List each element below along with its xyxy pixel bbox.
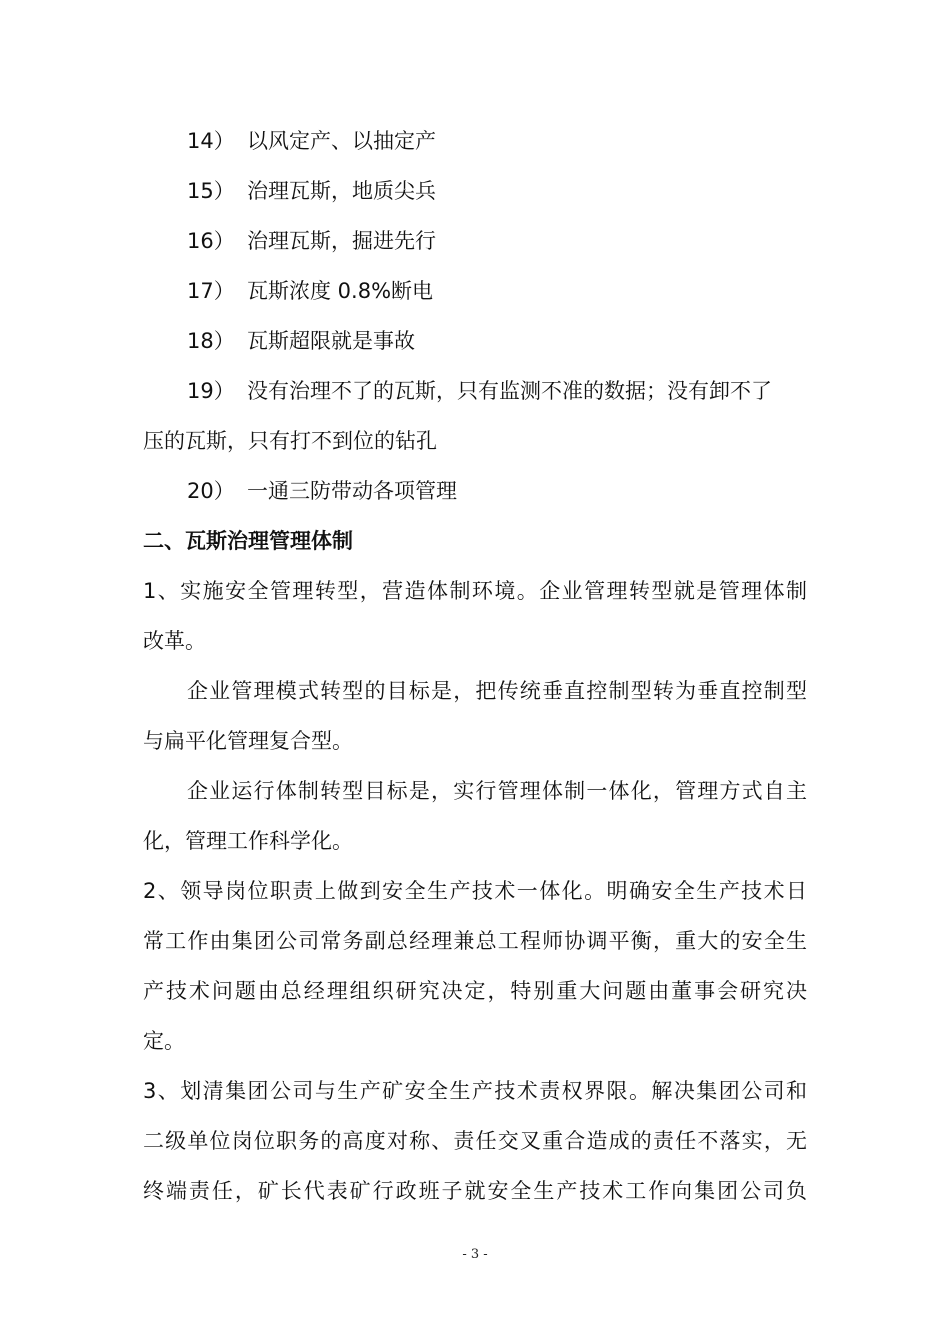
paragraph-line: 企业运行体制转型目标是，实行管理体制一体化，管理方式自主 — [187, 779, 807, 803]
paragraph-line: 2、领导岗位职责上做到安全生产技术一体化。明确安全生产技术日 — [143, 879, 807, 903]
list-item-text: 治理瓦斯，地质尖兵 — [247, 179, 436, 203]
list-item-number: 16） — [187, 229, 235, 253]
paragraph-line: 1、实施安全管理转型，营造体制环境。企业管理转型就是管理体制 — [143, 579, 807, 603]
list-item — [143, 166, 807, 216]
paragraph-line: 定。 — [143, 1029, 185, 1053]
list-item — [143, 366, 807, 416]
page-number: - 3 - — [462, 1247, 488, 1262]
paragraph-line: 企业管理模式转型的目标是，把传统垂直控制型转为垂直控制型 — [187, 679, 807, 703]
list-item-text: 没有治理不了的瓦斯，只有监测不准的数据；没有卸不了 — [247, 379, 772, 403]
list-item-text: 以风定产、以抽定产 — [247, 129, 436, 153]
paragraph-line: 二级单位岗位职务的高度对称、责任交叉重合造成的责任不落实，无 — [143, 1129, 807, 1153]
paragraph-line: 产技术问题由总经理组织研究决定，特别重大问题由董事会研究决 — [143, 979, 807, 1003]
list-item — [143, 116, 807, 166]
list-item-text: 治理瓦斯，掘进先行 — [247, 229, 436, 253]
list-item-number: 20） — [187, 479, 235, 503]
section-heading: 二、瓦斯治理管理体制 — [143, 529, 353, 553]
paragraph-line: 终端责任，矿长代表矿行政班子就安全生产技术工作向集团公司负 — [143, 1179, 807, 1203]
paragraph-line: 化，管理工作科学化。 — [143, 829, 353, 853]
document-body — [143, 116, 807, 1216]
list-item-continuation: 压的瓦斯，只有打不到位的钻孔 — [143, 429, 437, 453]
paragraph-line: 与扁平化管理复合型。 — [143, 729, 353, 753]
paragraph-line: 3、划清集团公司与生产矿安全生产技术责权界限。解决集团公司和 — [143, 1079, 807, 1103]
list-item-text: 瓦斯超限就是事故 — [247, 329, 415, 353]
list-item-number: 14） — [187, 129, 235, 153]
list-item-number: 15） — [187, 179, 235, 203]
list-item — [143, 266, 807, 316]
list-item-number: 18） — [187, 329, 235, 353]
paragraph-line: 常工作由集团公司常务副总经理兼总工程师协调平衡，重大的安全生 — [143, 929, 807, 953]
list-item-text: 瓦斯浓度 0.8%断电 — [247, 279, 434, 303]
list-item — [143, 216, 807, 266]
list-item — [143, 316, 807, 366]
list-item — [143, 466, 807, 516]
list-item-text: 一通三防带动各项管理 — [247, 479, 457, 503]
list-item-number: 17） — [187, 279, 235, 303]
list-item-number: 19） — [187, 379, 235, 403]
paragraph-line: 改革。 — [143, 629, 206, 653]
